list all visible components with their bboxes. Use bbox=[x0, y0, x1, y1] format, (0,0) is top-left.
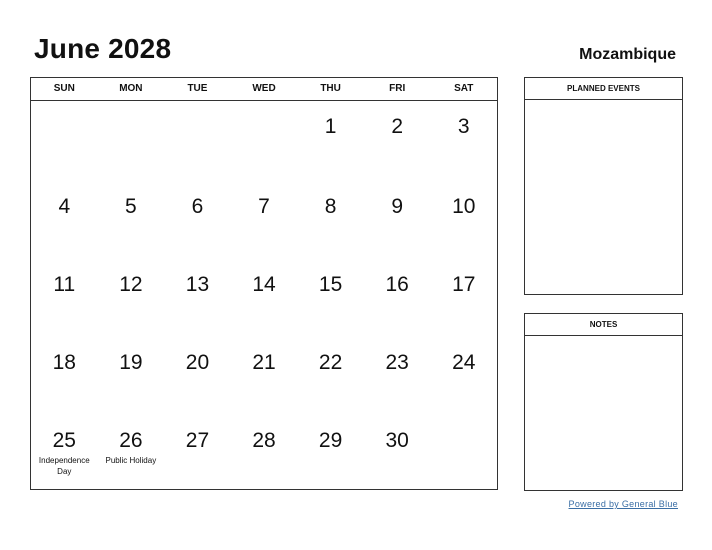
day-number: 29 bbox=[318, 429, 343, 452]
day-number bbox=[231, 101, 298, 115]
day-cell bbox=[164, 415, 231, 491]
day-number: 3 bbox=[457, 115, 470, 138]
day-cell bbox=[98, 101, 165, 181]
day-number: 25 bbox=[52, 429, 76, 452]
calendar-grid bbox=[30, 77, 498, 490]
day-cell bbox=[31, 415, 98, 491]
day-cell bbox=[364, 259, 431, 337]
weekday-thu: THU bbox=[320, 83, 341, 94]
day-number: 8 bbox=[324, 195, 337, 218]
day-number: 21 bbox=[252, 351, 276, 374]
day-number: 1 bbox=[324, 115, 337, 138]
week-row bbox=[31, 181, 497, 259]
day-number: 14 bbox=[252, 273, 276, 296]
day-number: 6 bbox=[191, 195, 204, 218]
day-cell bbox=[164, 101, 231, 181]
day-cell bbox=[31, 181, 98, 259]
day-number: 9 bbox=[391, 195, 404, 218]
weekday-sun: SUN bbox=[53, 83, 75, 94]
weekday-wed: WED bbox=[252, 83, 276, 94]
day-number: 23 bbox=[385, 351, 409, 374]
day-cell bbox=[430, 415, 497, 491]
planned-events-header: PLANNED EVENTS bbox=[525, 78, 682, 100]
day-cell bbox=[364, 181, 431, 259]
weeks-container bbox=[31, 101, 497, 491]
day-number: 16 bbox=[385, 273, 409, 296]
weekday-fri: FRI bbox=[389, 83, 406, 94]
day-cell bbox=[231, 415, 298, 491]
week-row bbox=[31, 415, 497, 491]
day-number bbox=[164, 101, 231, 115]
day-cell bbox=[98, 181, 165, 259]
day-cell bbox=[231, 181, 298, 259]
day-number: 10 bbox=[452, 195, 476, 218]
day-cell bbox=[31, 101, 98, 181]
day-number: 28 bbox=[252, 429, 276, 452]
day-number: 7 bbox=[258, 195, 270, 218]
country-label: Mozambique bbox=[579, 46, 676, 63]
week-row bbox=[31, 101, 497, 181]
notes-header: NOTES bbox=[525, 314, 682, 336]
day-cell bbox=[297, 337, 364, 415]
day-cell bbox=[31, 259, 98, 337]
day-number: 5 bbox=[125, 195, 137, 218]
day-cell bbox=[297, 259, 364, 337]
day-number: 22 bbox=[318, 351, 343, 374]
day-cell bbox=[297, 101, 364, 181]
day-number bbox=[98, 101, 165, 115]
day-number: 15 bbox=[318, 273, 343, 296]
day-cell bbox=[297, 415, 364, 491]
day-cell bbox=[430, 101, 497, 181]
week-row bbox=[31, 259, 497, 337]
day-number: 4 bbox=[58, 195, 71, 218]
day-cell bbox=[231, 337, 298, 415]
day-number: 20 bbox=[185, 351, 210, 374]
day-number: 24 bbox=[452, 351, 476, 374]
day-cell bbox=[364, 101, 431, 181]
planned-events-panel bbox=[524, 77, 683, 295]
day-number: 17 bbox=[452, 273, 476, 296]
day-number: 19 bbox=[119, 351, 143, 374]
day-cell bbox=[364, 415, 431, 491]
day-cell bbox=[98, 259, 165, 337]
day-number: 27 bbox=[185, 429, 210, 452]
day-number bbox=[31, 101, 98, 115]
holiday-label: Public Holiday bbox=[105, 456, 157, 465]
weekday-header-row bbox=[31, 78, 497, 101]
day-cell bbox=[430, 337, 497, 415]
day-cell bbox=[231, 259, 298, 337]
weekday-tue: TUE bbox=[187, 83, 208, 94]
day-cell bbox=[98, 337, 165, 415]
day-number: 12 bbox=[119, 273, 143, 296]
day-number bbox=[430, 415, 497, 429]
day-cell bbox=[164, 337, 231, 415]
day-cell bbox=[98, 415, 165, 491]
notes-panel bbox=[524, 313, 683, 491]
powered-by-link[interactable]: Powered by General Blue bbox=[568, 499, 678, 509]
page-title: June 2028 bbox=[34, 33, 172, 64]
day-number: 11 bbox=[53, 273, 76, 296]
week-row bbox=[31, 337, 497, 415]
day-number: 26 bbox=[119, 429, 143, 452]
weekday-sat: SAT bbox=[454, 83, 474, 94]
day-cell bbox=[31, 337, 98, 415]
day-cell bbox=[430, 259, 497, 337]
day-cell bbox=[231, 101, 298, 181]
day-cell bbox=[297, 181, 364, 259]
day-cell bbox=[430, 181, 497, 259]
day-cell bbox=[364, 337, 431, 415]
day-number: 18 bbox=[52, 351, 76, 374]
day-cell bbox=[164, 181, 231, 259]
weekday-mon: MON bbox=[119, 83, 143, 94]
day-cell bbox=[164, 259, 231, 337]
day-number: 30 bbox=[385, 429, 409, 452]
day-number: 2 bbox=[391, 115, 404, 138]
day-number: 13 bbox=[185, 273, 210, 296]
holiday-label: Independence Day bbox=[38, 456, 90, 476]
